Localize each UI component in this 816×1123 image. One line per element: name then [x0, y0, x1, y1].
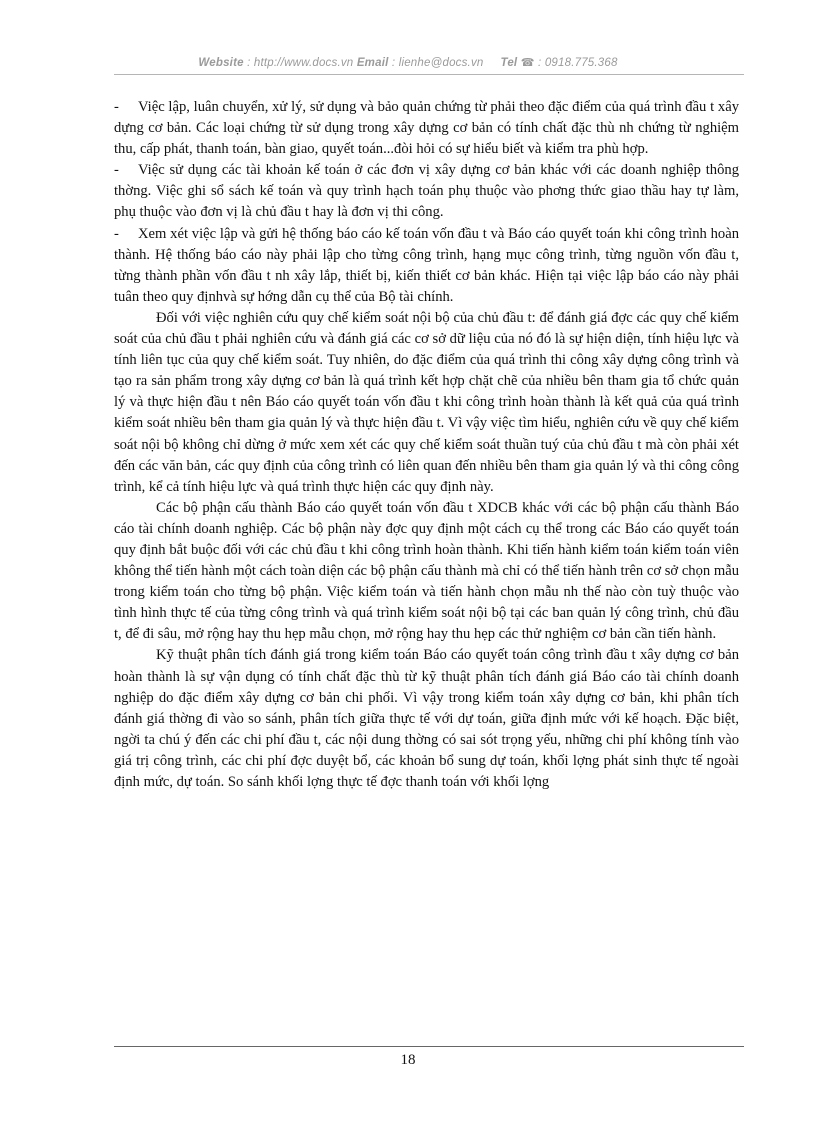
phone-icon: ☎	[520, 57, 535, 69]
header-divider	[114, 74, 744, 75]
bullet-dash: -	[114, 162, 119, 179]
tel-value: 0918.775.368	[544, 57, 618, 69]
paragraph-text: Xem xét việc lập và gửi hệ thống báo cáo kế toán vốn đầu t và Báo cáo quyết toán khi công trình hoàn thành. Hệ thống báo cáo này phải lập cho từng công trình, hạng mục công trình, từng nguồn vốn đầu t, từng thành phần vốn đầu t nh xây lắp, thiết bị, kiến thiết cơ bản khác. Hiện tại việc lập báo cáo này phải tuân theo quy địnhvà sự hớng dẫn cụ thể của Bộ tài chính.	[114, 225, 739, 305]
email-link[interactable]: lienhe@docs.vn	[398, 57, 484, 69]
body-paragraph: Kỹ thuật phân tích đánh giá trong kiểm toán Báo cáo quyết toán công trình đầu t xây dựng cơ bản hoàn thành là sự vận dụng có tính chất đặc thù từ kỹ thuật phân tích đánh giá Báo cáo tài chính doanh nghiệp do đặc điểm xây dựng cơ bản chi phối. Vì vậy trong kiểm toán xây dựng cơ bản, khi phân tích đánh giá thờng đi vào so sánh, phân tích giữa thực tế với dự toán, giữa định mức với kế hoạch. Đặc biệt, ngời ta chú ý đến các chi phí đầu t, các nội dung thờng có sai sót trọng yếu, những chi phí không tính vào giá trị công trình, các chi phí đợc duyệt bổ, các khoản bổ sung dự toán, khối lợng phát sinh thực tế ngoài định mức, dự toán. So sánh khối lợng thực tế đợc thanh toán với khối lợng	[114, 647, 739, 790]
bullet-dash: -	[114, 99, 119, 115]
tel-label: Tel	[500, 57, 518, 69]
page-number: 18	[400, 1052, 416, 1068]
website-link[interactable]: http://www.docs.vn	[253, 57, 354, 69]
email-label: Email	[356, 57, 389, 69]
paragraph-text: Việc sử dụng các tài khoản kế toán ở các đơn vị xây dựng cơ bản khác với các doanh nghiệp thông thờng. Việc ghi sổ sách kế toán và quy trình hạch toán phụ thuộc vào phơng thức giao thầu hay tự làm, phụ thuộc vào đơn vị là chủ đầu t hay là đơn vị thi công.	[114, 162, 739, 221]
body-paragraph: Các bộ phận cấu thành Báo cáo quyết toán vốn đầu t XDCB khác với các bộ phận cấu thành Báo cáo tài chính doanh nghiệp. Các bộ phận này đợc quy định một cách cụ thể trong các Báo cáo quyết toán quy định bắt buộc đối với các chủ đầu t khi công trình hoàn thành. Khi tiến hành kiểm toán kiểm toán viên không thể tiến hành một cách toàn diện các bộ phận cấu thành mà chỉ có thể tiến hành trên cơ sở chọn mẫu trong kiểm toán cho từng bộ phận. Việc kiểm toán và tiến hành chọn mẫu nh thế nào còn tuỳ thuộc vào tình hình thực tế của từng công trình và quá trình kiểm soát nội bộ tại các ban quản lý công trình, chủ đầu t, để đi sâu, mở rộng hay thu hẹp mẫu chọn, mở rộng hay thu hẹp các thử nghiệm cơ bản cần tiến hành.	[114, 499, 739, 643]
paragraph-text: Việc lập, luân chuyển, xử lý, sử dụng và bảo quản chứng từ phải theo đặc điểm của quá trình đầu t xây dựng cơ bản. Các loại chứng từ sử dụng trong xây dựng cơ bản có tính chất đặc thù nh chứng từ nghiệm thu, cấp phát, thanh toán, bàn giao, quyết toán...đòi hỏi có sự hiểu biết và kiểm tra phù hợp.	[114, 99, 739, 158]
website-label: Website	[198, 57, 244, 69]
bullet-paragraph	[114, 97, 739, 160]
body-paragraph: Đối với việc nghiên cứu quy chế kiểm soát nội bộ của chủ đầu t: để đánh giá đợc các quy chế kiểm soát của chủ đầu t phải nghiên cứu và đánh giá các cơ sở dữ liệu của nó đó là sự hiện diện, tính hiệu lực và tính liên tục của quy chế kiểm soát. Tuy nhiên, do đặc điểm của quá trình thi công xây dựng công trình và tạo ra sản phẩm trong xây dựng cơ bản là quá trình kết hợp chặt chẽ của nhiều bên tham gia tổ chức quản lý và thực hiện đầu t nên Báo cáo quyết toán vốn đầu t khi công trình hoàn thành là kết quả của quá trình kiểm soát nhiều bên tham gia quản lý và thực hiện đầu t. Vì vậy việc tìm hiểu, nghiên cứu về quy chế kiểm soát nội bộ không chỉ dừng ở mức xem xét các quy chế kiểm soát thuần tuý của chủ đầu t mà còn phải xét đến các văn bản, các quy định của công trình có liên quan đến nhiều bên tham gia quản lý và thi công công trình, kể cả tính hiệu lực và quá trình thực hiện các quy định này.	[114, 309, 739, 495]
bullet-dash: -	[114, 225, 119, 242]
document-body	[114, 97, 739, 793]
bullet-paragraph	[114, 224, 739, 308]
footer-divider	[114, 1046, 744, 1047]
page-header: Website : http://www.docs.vn Email : lienhe@docs.vn Tel ☎ : 0918.775.368	[198, 57, 618, 69]
bullet-paragraph	[114, 160, 739, 223]
